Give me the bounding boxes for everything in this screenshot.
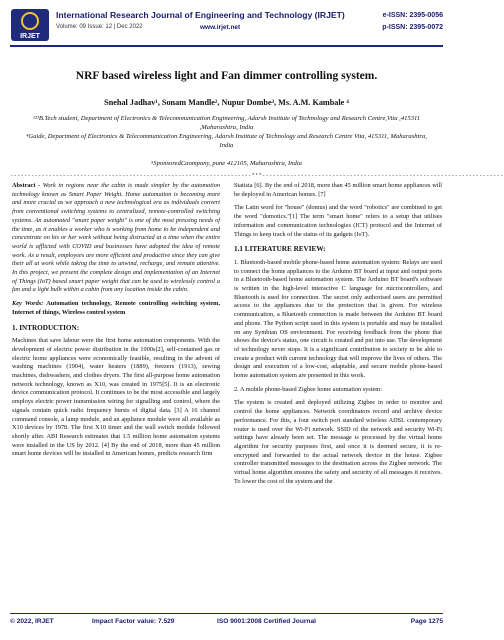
literature-zigbee-title: 2. A mobile phone-based Zigbee home automation system: bbox=[234, 385, 382, 393]
affiliation-guide: ⁴Guide, Department of Electronics & Telecommunication Engineering, Adarsh Institute of Technology and Research Centre Vita, 415311, Maharashtra, India bbox=[26, 133, 427, 149]
journal-title: International Research Journal of Engineering and Technology (IRJET) bbox=[56, 10, 345, 20]
svg-text:IRJET: IRJET bbox=[20, 33, 40, 40]
left-column bbox=[12, 182, 220, 464]
footer-page-number: Page 1275 bbox=[410, 618, 443, 625]
keywords bbox=[12, 300, 220, 317]
volume-issue: Volume: 09 Issue: 12 | Dec 2022 bbox=[56, 24, 143, 30]
journal-header bbox=[10, 8, 443, 42]
introduction-continued: Statista [6]. By the end of 2018, more than 45 million smart home appliances will be deployed in American homes. [7] bbox=[234, 182, 442, 198]
literature-bluetooth: 1. Bluetooth-based mobile phone-based home automation system: Relays are used to connect the home appliances to the Arduino BT board at input and output ports in a Bluetooth-based home automation system. The Arduino BT board's software is written in the high-level interactive C language for microcontrollers, and Bluetooth is used for connection. The secret only authorised users are permitted access to the appliances due to the protection that is given. For wireless communication, a Bluetooth connection is made between the Arduino BT board and phone. The Python script used in this system is portable and may be installed on any Symbian OS environment. For receiving feedback from the phone that shows the device's status, one circuit is created and put into use. The development of technology never stops. It is a significant contribution to society to be able to create a product with current technology that will improve the lives of others. The design and execution of a low-cost, adaptable, and secure mobile phone-based home automation system are presented in this work. bbox=[234, 258, 442, 380]
journal-website-link[interactable]: www.irjet.net bbox=[200, 24, 241, 31]
affiliation-sponsor: ⁵SponsoredCaompany, pune 412105, Maharashtra, India bbox=[151, 160, 302, 167]
keywords-label: Key Words: bbox=[12, 300, 44, 308]
e-issn: e-ISSN: 2395-0056 bbox=[382, 12, 443, 19]
abstract-label: Abstract - bbox=[12, 182, 41, 189]
footer-rule bbox=[10, 613, 443, 615]
keywords-text: Automation technology, Remote controlling switching system, Internet of things, Wireless control system bbox=[12, 300, 220, 316]
literature-review-heading: 1.1 LITERATURE REVIEW: bbox=[234, 245, 326, 254]
footer-copyright: © 2022, IRJET bbox=[10, 618, 54, 625]
irjet-logo bbox=[10, 8, 50, 42]
footer-iso: ISO 9001:2008 Certified Journal bbox=[217, 618, 316, 625]
footer-impact-factor: Impact Factor value: 7.529 bbox=[92, 618, 175, 625]
domotics-paragraph: The Latin word for "house" (domus) and the word "robotics" are combined to get the word "domotics."[1] The term "smart home" refers to a setup that utilises information and communication technologies (ICT) protocol and the Internet of Things to keep track of the status of its gadgets (IoT). bbox=[234, 204, 442, 238]
p-issn: p-ISSN: 2395-0072 bbox=[382, 24, 443, 31]
literature-zigbee-text: The system is created and deployed utilizing Zigbee in order to monitor and control the home appliances. Network coordinators record and archive device performance. For this, a four switch port standard wireless ADSL contemporary router is used over the Wi-Fi network. SSID of the network and security Wi-Fi settings have already been set. The message is processed by the virtual home algorithm for security purposes first, and once it is deemed secure, it is re-encrypted and forwarded to the actual network device in the house. Zigbee controller transmitted messages to the destination across the Zigbee network. The virtual home algorithm ensures the safety and security of all messages it receives. To lower the cost of the system and the bbox=[234, 399, 442, 485]
affiliation-students: ¹²³B.Tech student, Department of Electronics & Telecommunication Engineering, Adarsh Institute of Technology and Research Centre,Vita ,415311 ,Maharashtra, India bbox=[32, 115, 421, 131]
section-divider: ---------------------------------------------------------------------***--------------------------------------------------------------------- bbox=[10, 172, 504, 179]
introduction-heading: 1. INTRODUCTION: bbox=[12, 323, 80, 332]
abstract bbox=[12, 182, 220, 295]
paper-authors: Snehal Jadhav¹, Sonam Mandle², Nupur Dombe³, Ms. A.M. Kambale ⁴ bbox=[104, 98, 349, 107]
journal-footer bbox=[10, 616, 443, 630]
abstract-text: Work in regions near the cabin is made simpler by the automation technology known as Smart Paper Weight. Home automation is becoming more and more crucial as we approach a new technological era as individuals convert from conventional switching systems to centralized, remote-controlled switching systems. An automated "smart paper weight" is one of the most pressing needs of the time, as it enables a worker who is working from home to be independent and concentrate on his or her work without being distracted at a time when the entire world is afflicted with COVID and businesses have adopted the idea of remote work. As a result, employees are more efficient and productive since they can give their all at work while taking the time to unwind, recharge, and remain attentive. In this project, we present the complete design and implementation of an Internet of Things (IoT) based smart paper weight that can be used to wirelessly control a fan and a light bulb within a cabin from any location inside the cabin. bbox=[12, 182, 220, 294]
paper-title: NRF based wireless light and Fan dimmer controlling system. bbox=[75, 70, 378, 82]
right-column bbox=[234, 182, 442, 492]
introduction-text: Machines that save labour were the first home automation components. With the development of electric power distribution in the 1900s[2], self-contained gas or electric home appliances were economically feasible, resulting in the advent of washing machines (1904), water heaters (1889), freezers (1913), sewing machines, dishwashers, and clothes dryers. The first all-purpose home automation network technology, known as X10, was created in 1975[5]. It is an electronic device communication protocol. It continues to be the most accessible and largely employs electric power transmission wiring for signalling and control, where the signals contain quick radio frequency bursts of digital data. [3] A 16 channel command console, a lamp module, and an appliance module were all available as X10 devices by 1978. The first X10 timer and the wall switch module followed shortly after. ABI Research estimates that 1.5 million home automation systems were installed in the US by 2012. [4] By the end of 2018, more than 45 million smart home devices will be installed in American homes, predicts research firm bbox=[12, 337, 220, 458]
header-rule bbox=[10, 45, 443, 47]
